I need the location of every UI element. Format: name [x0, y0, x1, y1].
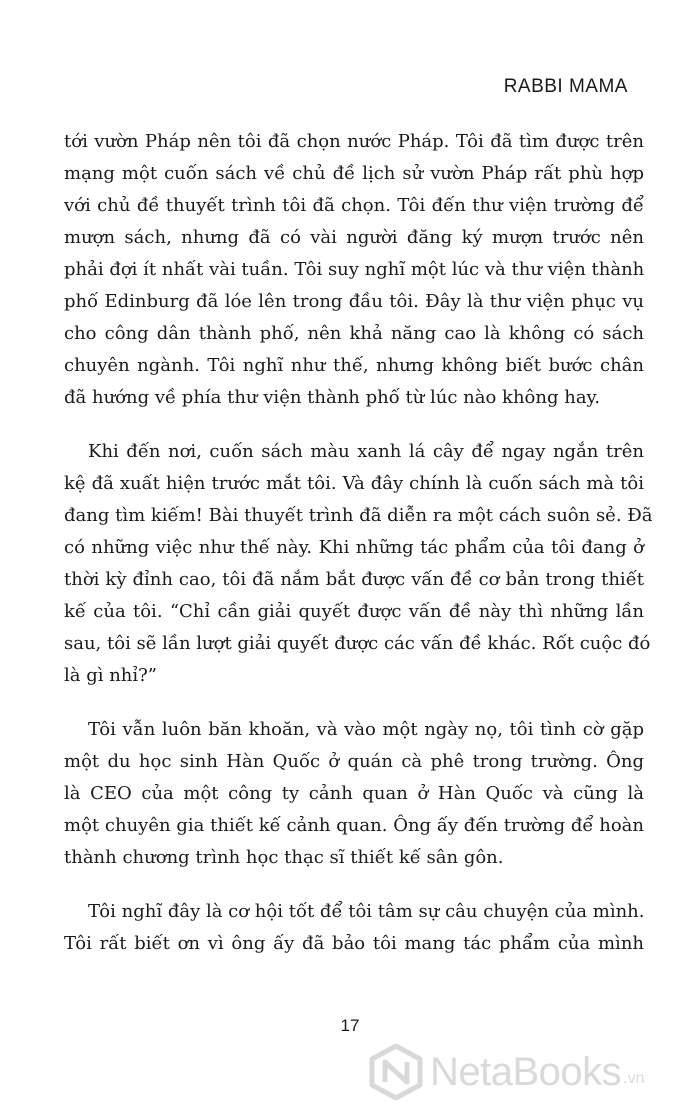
text-line: Tôi vẫn luôn băn khoăn, và vào một ngày nọ, tôi tình cờ gặp — [88, 719, 644, 740]
text-line: là CEO của một công ty cảnh quan ở Hàn Quốc và cũng là — [64, 783, 644, 804]
text-line: đang tìm kiếm! Bài thuyết trình đã diễn ra một cách suôn sẻ. Đã — [64, 505, 653, 526]
text-line: phố Edinburg đã lóe lên trong đầu tôi. Đây là thư viện phục vụ — [64, 291, 644, 312]
text-line: Khi đến nơi, cuốn sách màu xanh lá cây để ngay ngắn trên — [88, 441, 644, 462]
text-line: mạng một cuốn sách về chủ đề lịch sử vườn Pháp rất phù hợp — [64, 163, 644, 184]
text-line: chuyên ngành. Tôi nghĩ như thế, nhưng không biết bước chân — [64, 355, 644, 376]
text-line: Tôi rất biết ơn vì ông ấy đã bảo tôi mang tác phẩm của mình — [64, 933, 644, 954]
watermark-suffix: .vn — [623, 1070, 645, 1087]
text-line: với chủ đề thuyết trình tôi đã chọn. Tôi đến thư viện trường để — [64, 195, 644, 216]
text-line: cho công dân thành phố, nên khả năng cao là không có sách — [64, 323, 644, 344]
text-line: Tôi nghĩ đây là cơ hội tốt để tôi tâm sự câu chuyện của mình. — [88, 901, 645, 922]
text-line: kế của tôi. “Chỉ cần giải quyết được vấn đề này thì những lần — [64, 601, 644, 622]
page-number: 17 — [340, 1016, 360, 1035]
text-line: phải đợi ít nhất vài tuần. Tôi suy nghĩ một lúc và thư viện thành — [64, 259, 645, 280]
text-line: có những việc như thế này. Khi những tác phẩm của tôi đang ở — [64, 537, 644, 558]
running-header-title: RABBI MAMA — [503, 76, 628, 97]
watermark-text: NetaBooks — [430, 1049, 622, 1094]
text-line: mượn sách, nhưng đã có vài người đăng ký mượn trước nên — [64, 227, 644, 248]
text-line: kệ đã xuất hiện trước mắt tôi. Và đây chính là cuốn sách mà tôi — [64, 473, 644, 494]
text-line: thời kỳ đỉnh cao, tôi đã nắm bắt được vấn đề cơ bản trong thiết — [64, 569, 644, 590]
paragraph-4 — [64, 896, 644, 960]
paragraph-2 — [64, 436, 653, 692]
text-line: tới vườn Pháp nên tôi đã chọn nước Pháp. Tôi đã tìm được trên — [64, 131, 644, 152]
text-line: sau, tôi sẽ lần lượt giải quyết được các vấn đề khác. Rốt cuộc đó — [64, 633, 651, 654]
paragraph-3 — [64, 714, 644, 874]
text-line: một du học sinh Hàn Quốc ở quán cà phê trong trường. Ông — [64, 751, 644, 772]
paragraph-1 — [64, 126, 644, 414]
text-line: đã hướng về phía thư viện thành phố từ lúc nào không hay. — [64, 387, 601, 408]
text-line: thành chương trình học thạc sĩ thiết kế sân gôn. — [64, 847, 504, 868]
netabooks-logo-icon — [368, 1044, 424, 1100]
body-text — [64, 126, 653, 982]
text-line: là gì nhỉ?” — [64, 665, 158, 686]
watermark — [368, 1040, 698, 1104]
text-line: một chuyên gia thiết kế cảnh quan. Ông ấy đến trường để hoàn — [64, 815, 644, 836]
